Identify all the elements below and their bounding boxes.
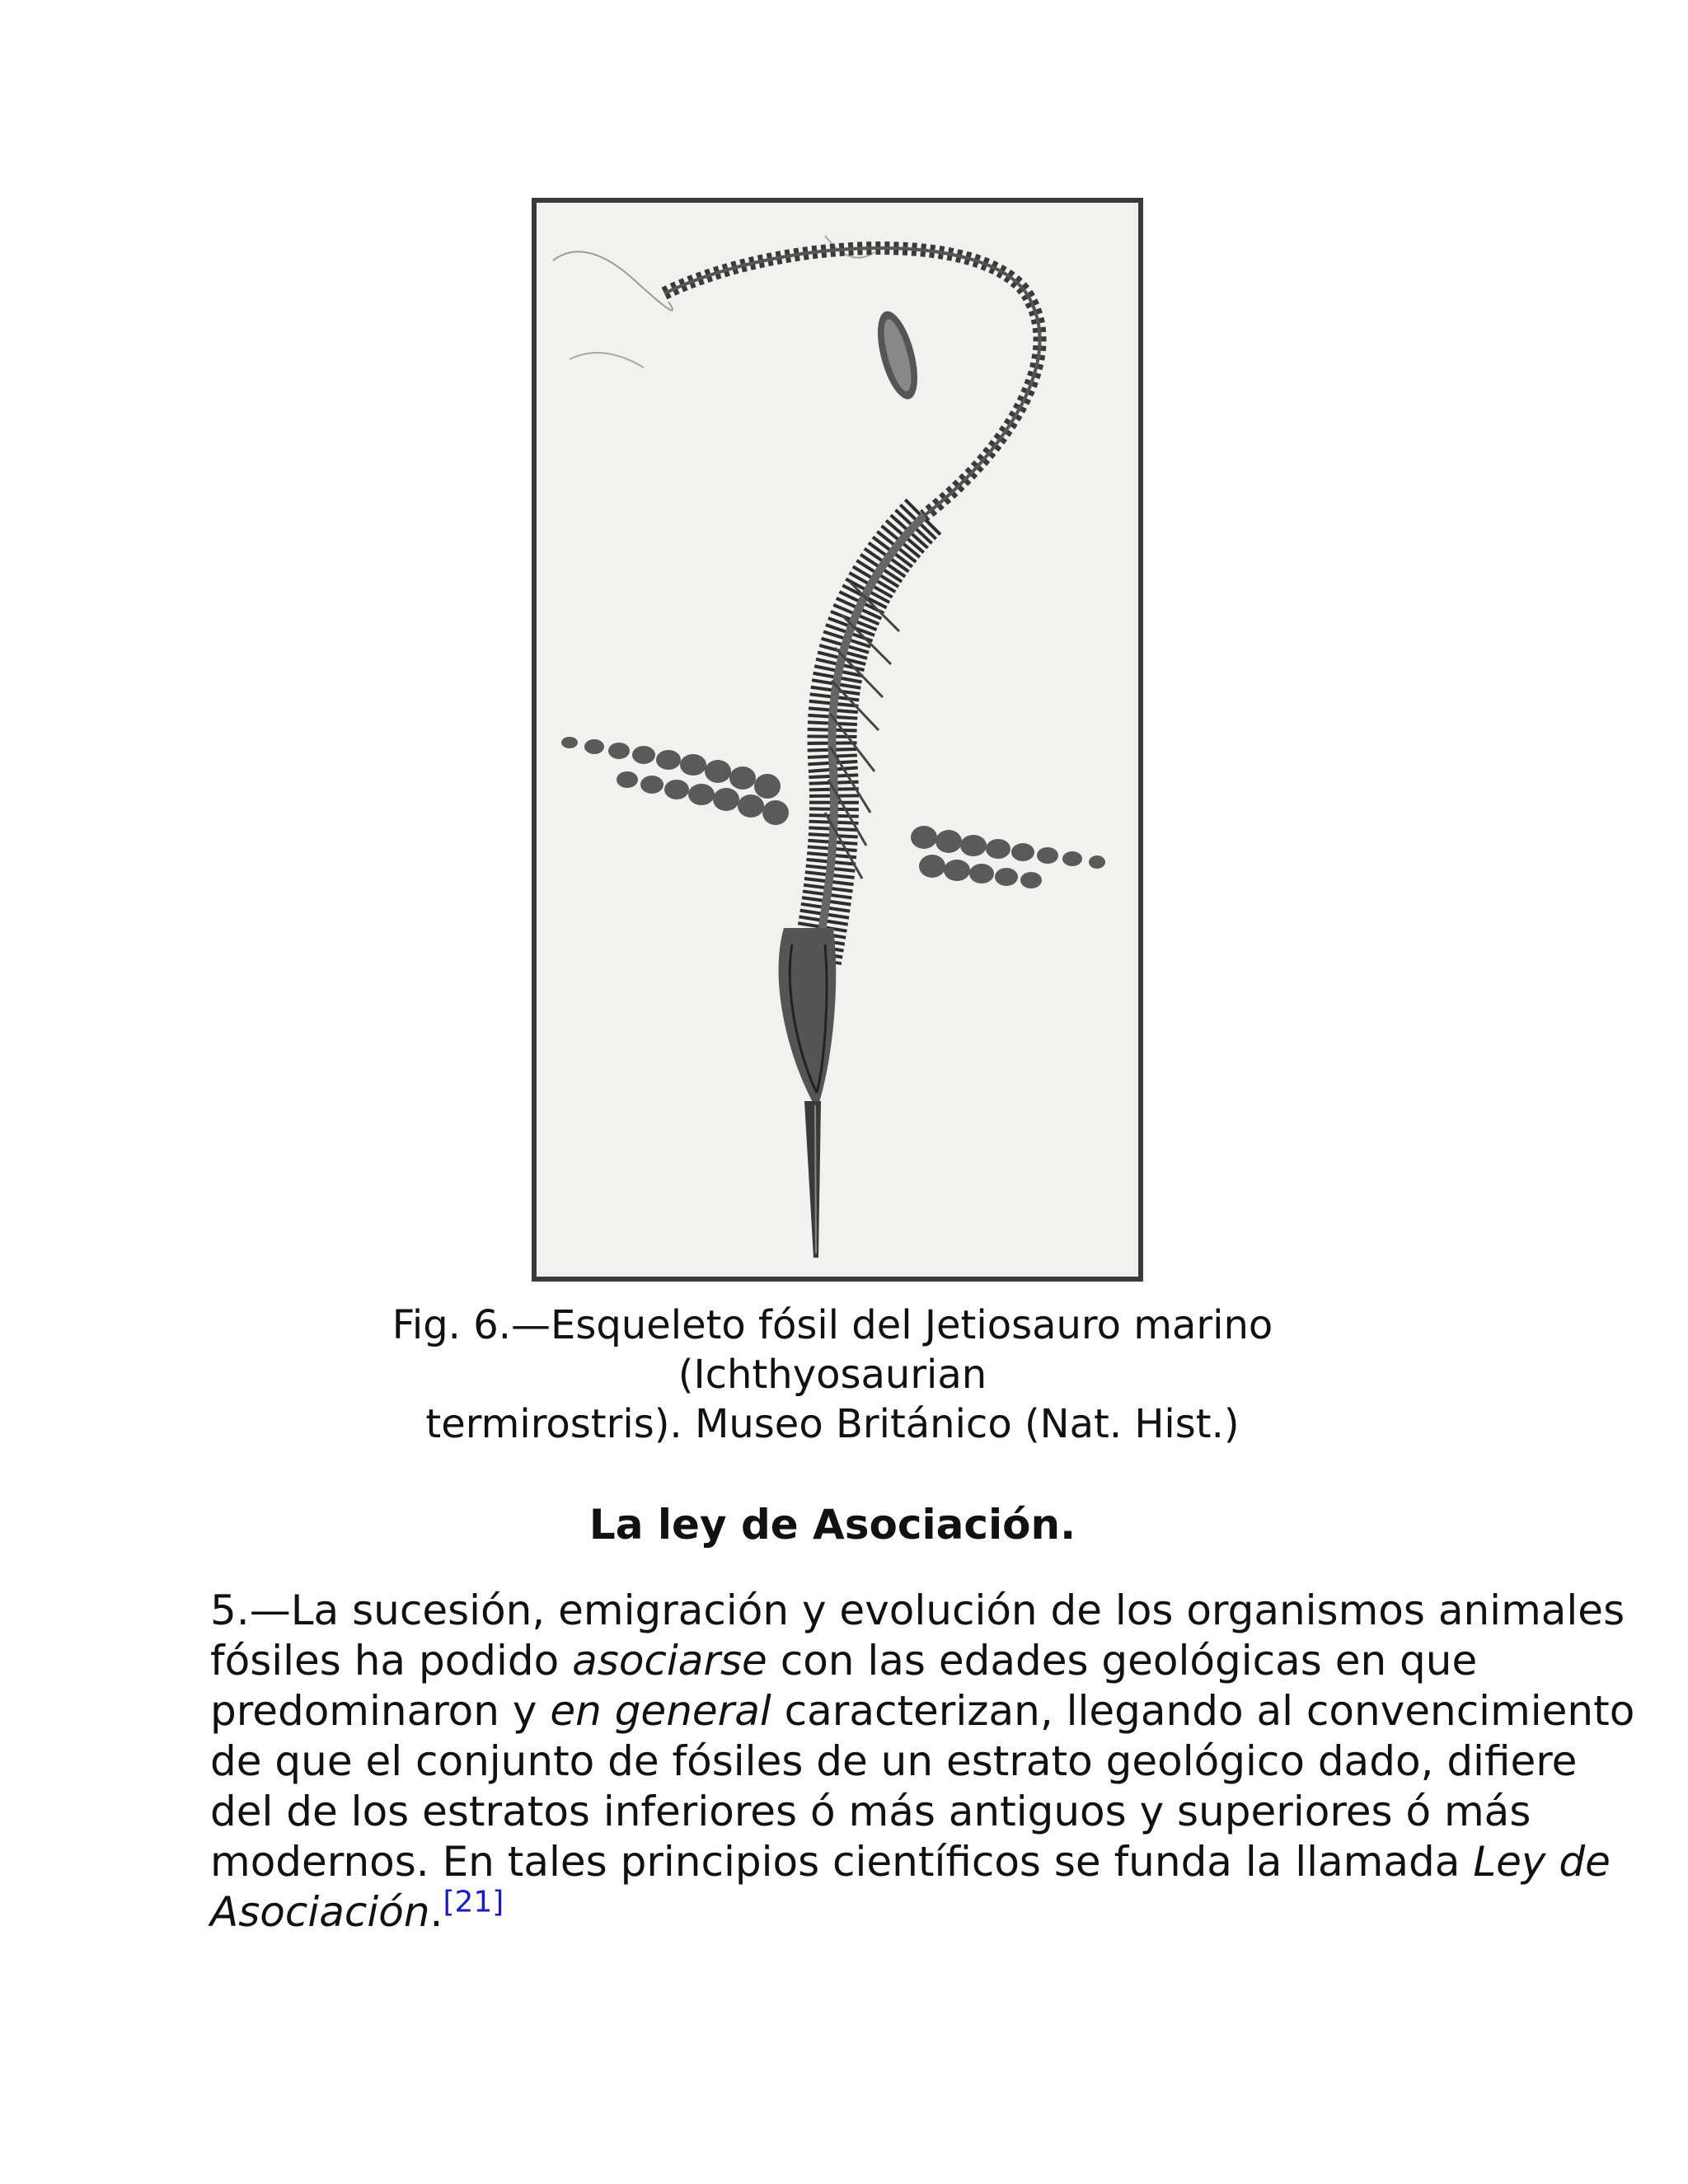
paragraph-line xyxy=(210,1686,1635,1736)
paragraph-text: 5.—La sucesión, emigración y evolución de los organismos animales xyxy=(210,1586,1625,1634)
paragraph-text: de que el conjunto de fósiles de un estrato geológico dado, difiere xyxy=(210,1737,1578,1785)
paragraph-text: fósiles ha podido xyxy=(210,1637,573,1685)
paragraph-text: caracterizan, llegando al convencimiento xyxy=(771,1687,1635,1735)
fossil-illustration xyxy=(532,198,1143,1282)
emphasis-text: Asociación xyxy=(210,1888,430,1936)
paragraph-line xyxy=(210,1736,1578,1787)
section-heading: La ley de Asociación. xyxy=(588,1501,1076,1549)
body-paragraph xyxy=(210,1586,1635,1938)
figure xyxy=(532,198,1143,1282)
caption-line-2: termirostris). Museo Británico (Nat. Hist.) xyxy=(425,1401,1240,1447)
footnote-link[interactable]: [21] xyxy=(443,1885,504,1919)
paragraph-text: predominaron y xyxy=(210,1687,551,1735)
emphasis-text: Ley de xyxy=(1473,1838,1611,1886)
emphasis-text: en general xyxy=(550,1687,771,1735)
paragraph-text: con las edades geológicas en que xyxy=(767,1637,1478,1685)
paragraph-line xyxy=(210,1837,1611,1887)
paragraph-line xyxy=(210,1636,1478,1686)
paragraph-line xyxy=(210,1586,1625,1636)
emphasis-text: asociarse xyxy=(572,1637,767,1685)
paragraph-line xyxy=(210,1887,1455,1938)
paragraph-text: modernos. En tales principios científicos se funda la llamada xyxy=(210,1838,1474,1886)
figure-caption xyxy=(247,1301,1418,1449)
paragraph-line xyxy=(210,1787,1531,1837)
paragraph-text: del de los estratos inferiores ó más antiguos y superiores ó más xyxy=(210,1788,1531,1835)
ichthyosaur-skeleton-image xyxy=(537,203,1148,1286)
caption-line-1: Fig. 6.—Esqueleto fósil del Jetiosauro marino (Ichthyosaurian xyxy=(392,1302,1273,1398)
paragraph-text: . xyxy=(429,1888,443,1936)
